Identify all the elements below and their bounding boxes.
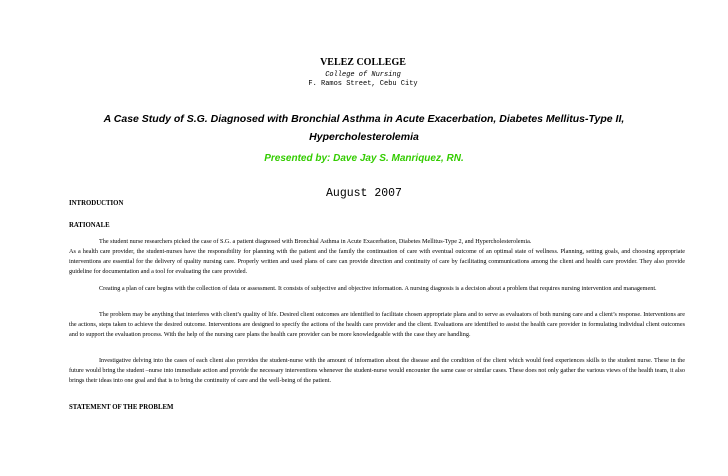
- paragraph-rationale-2: [69, 284, 685, 294]
- case-study-title: [62, 110, 666, 146]
- paragraph-rationale-1-body: As a health care provider, the student-nurses have the responsibility for planning with the patient and the family the continuation of care with eventual outcome of an optimal state of wellness. Planning, setting goals, and choosing appropriate interventions are essential for the delivery of quality nursing care. Properly written and used plans of care can provide direction and continuity of care by facilitating communications among the client and health care provider. They also provide guideline for documentation and a tool for evaluating the care provided.: [69, 248, 685, 275]
- paragraph-rationale-4-text: Investigative delving into the cases of each client also provides the student-nurse with the amount of information about the disease and the condition of the client which would feed experiences skills to the student nurse. These in the future would bring the student –nurse into immediate action and provide the necessary interventions whenever the student-nurse would encounter the same case or similar cases. These does not only gather the various views of the health team, it also brings their ideas into one goal and that is to bring the continuity of care and the well-being of the patient.: [69, 357, 685, 384]
- paragraph-rationale-1: [69, 237, 685, 277]
- presenter-line: Presented by: Dave Jay S. Manriquez, RN.: [264, 153, 464, 164]
- department-name: College of Nursing: [325, 71, 401, 79]
- title-line-1: A Case Study of S.G. Diagnosed with Bronchial Asthma in Acute Exacerbation, Diabetes Mellitus-Type II,: [103, 113, 625, 125]
- paragraph-rationale-3-text: The problem may be anything that interferes with client’s quality of life. Desired client outcomes are identified to facilitate chosen appropriate plans and to serve as evaluators of both nursing care and a client’s response. Interventions are the actions, steps taken to achieve the desired outcome. Interventions are designed to specify the actions of the health care provider and the client. Evaluations are identified to assist the health care provider in formulating individual client outcomes and to support the evaluation process. With the help of the nursing care plans the health care provider can be more knowledgeable with the case they are handling.: [69, 311, 685, 338]
- paragraph-rationale-1-lead: The student nurse researchers picked the case of S.G. a patient diagnosed with Bronchial Asthma in Acute Exacerbation, Diabetes Mellitus-Type 2, and Hypercholesterolemia.: [99, 238, 532, 245]
- heading-statement-of-the-problem: STATEMENT OF THE PROBLEM: [69, 404, 174, 411]
- heading-rationale: RATIONALE: [69, 222, 110, 229]
- heading-introduction: INTRODUCTION: [69, 200, 124, 207]
- paragraph-rationale-2-text: Creating a plan of care begins with the collection of data or assessment. It consists of subjective and objective information. A nursing diagnosis is a decision about a problem that requires nursing intervention and management.: [99, 285, 657, 292]
- document-date: August 2007: [326, 187, 402, 200]
- title-line-2: Hypercholesterolemia: [309, 131, 419, 143]
- paragraph-rationale-3: [69, 310, 685, 340]
- college-address: F. Ramos Street, Cebu City: [308, 80, 418, 88]
- paragraph-rationale-4: [69, 356, 685, 386]
- college-name: VELEZ COLLEGE: [320, 57, 406, 68]
